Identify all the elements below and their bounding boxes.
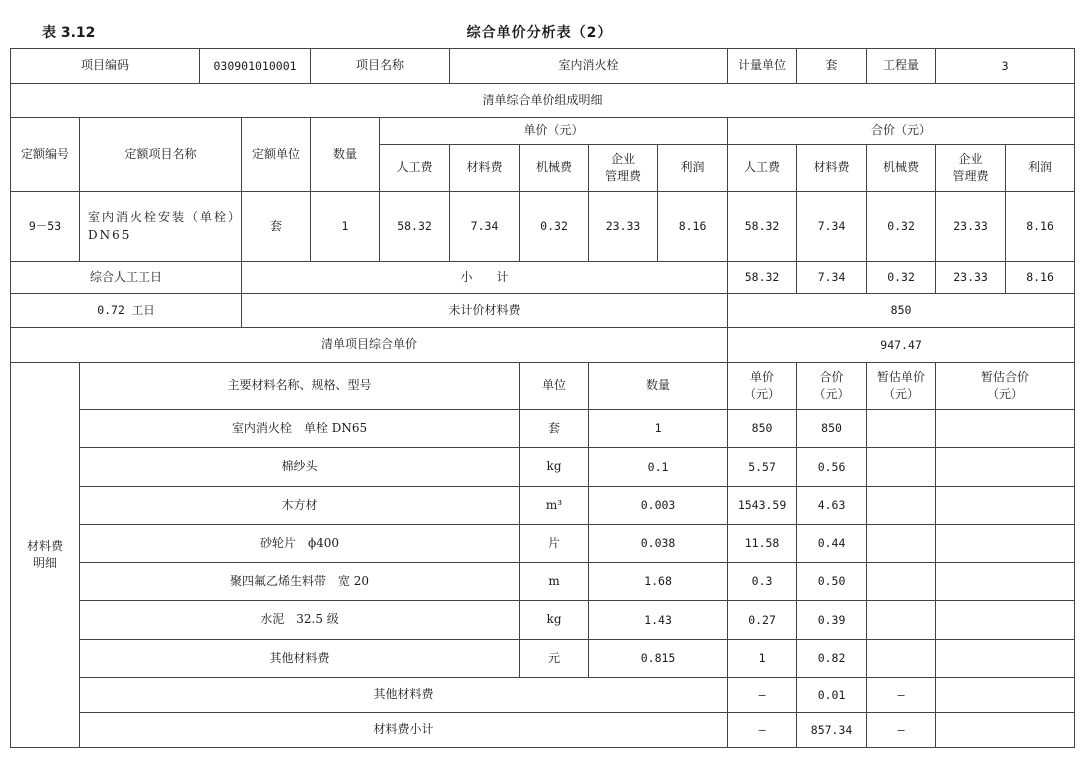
material-est-total [936,525,1075,563]
material-total: 0.44 [797,525,867,563]
quota-no: 9－53 [11,192,80,262]
measure-unit: 套 [797,49,867,84]
tp-profit: 8.16 [1006,192,1075,262]
material-est-price [867,448,936,487]
material-qty: 0.038 [589,525,728,563]
sub-labor: 58.32 [728,262,797,294]
col-up-material: 材料费 [450,145,520,192]
material-price: 0.27 [728,601,797,640]
other-material-price: — [728,678,797,713]
material-qty: 1.68 [589,563,728,601]
mat-col-est-price-line2: （元） [883,387,920,401]
table-number: 表 3.12 [42,25,96,41]
other-material-label: 其他材料费 [80,678,728,713]
material-subtotal-label: 材料费小计 [80,713,728,748]
up-material: 7.34 [450,192,520,262]
sub-machine: 0.32 [867,262,936,294]
material-name: 砂轮片 ϕ400 [80,525,520,563]
project-row [11,49,1075,84]
material-qty: 0.1 [589,448,728,487]
col-tp-material: 材料费 [797,145,867,192]
material-est-price [867,525,936,563]
subtotal-row [11,262,1075,294]
mat-col-est-total-line1: 暂估合价 [981,369,1030,384]
col-total-price-group: 合价（元） [728,118,1075,145]
material-name: 聚四氟乙烯生料带 宽 20 [80,563,520,601]
tp-machine: 0.32 [867,192,936,262]
material-est-total [936,487,1075,525]
other-material-est-total [936,678,1075,713]
material-row [11,448,1075,487]
material-est-price [867,563,936,601]
mat-col-price-line1: 单价 [750,369,775,384]
mat-col-total-line1: 合价 [819,369,844,384]
material-unit: 套 [520,410,589,448]
col-quota-unit: 定额单位 [242,118,311,192]
material-subtotal-total: 857.34 [797,713,867,748]
material-unit: m [520,563,589,601]
material-est-total [936,410,1075,448]
material-est-price [867,601,936,640]
material-total: 0.39 [797,601,867,640]
material-qty: 1.43 [589,601,728,640]
quantity: 3 [936,49,1075,84]
col-amount: 数量 [311,118,380,192]
material-row [11,640,1075,678]
project-code: 030901010001 [200,49,311,84]
sub-profit: 8.16 [1006,262,1075,294]
material-est-total [936,601,1075,640]
labor-days-label: 综合人工工日 [11,262,242,294]
material-total: 0.56 [797,448,867,487]
up-mgmt: 23.33 [589,192,658,262]
col-tp-mgmt-line2: 管理费 [952,169,989,183]
other-material-row [11,678,1075,713]
composite-price-label: 清单项目综合单价 [11,328,728,363]
unpriced-row [11,294,1075,328]
unit-price-analysis-table [10,48,1075,748]
composite-price-value: 947.47 [728,328,1075,363]
measure-unit-label: 计量单位 [728,49,797,84]
material-qty: 0.815 [589,640,728,678]
sub-material: 7.34 [797,262,867,294]
mat-col-unit: 单位 [520,363,589,410]
material-row [11,410,1075,448]
col-unit-price-group: 单价（元） [380,118,728,145]
other-material-est-price: — [867,678,936,713]
up-profit: 8.16 [658,192,728,262]
material-price: 11.58 [728,525,797,563]
subtotal-label: 小 计 [242,262,728,294]
col-tp-mgmt-line1: 企业 [958,151,983,166]
material-subtotal-est-price: — [867,713,936,748]
quota-row [11,192,1075,262]
material-row [11,487,1075,525]
up-labor: 58.32 [380,192,450,262]
material-est-total [936,640,1075,678]
col-up-mgmt-line1: 企业 [611,151,636,166]
col-tp-labor: 人工费 [728,145,797,192]
quota-amount: 1 [311,192,380,262]
composite-price-row [11,328,1075,363]
material-row [11,601,1075,640]
material-section-line2: 明细 [32,556,57,570]
material-price: 5.57 [728,448,797,487]
material-est-price [867,487,936,525]
material-total: 0.82 [797,640,867,678]
material-unit: 元 [520,640,589,678]
other-material-total: 0.01 [797,678,867,713]
tp-mgmt: 23.33 [936,192,1006,262]
mat-col-price-line2: （元） [744,387,781,401]
material-name: 水泥 32.5 级 [80,601,520,640]
material-row [11,525,1075,563]
material-section-label [11,363,80,748]
material-est-price [867,410,936,448]
mat-col-total-line2: （元） [813,387,850,401]
material-unit: 片 [520,525,589,563]
mat-col-est-price-line1: 暂估单价 [877,369,926,384]
col-tp-machine: 机械费 [867,145,936,192]
column-header-row-1 [11,118,1075,145]
material-total: 4.63 [797,487,867,525]
col-up-mgmt [589,145,658,192]
col-up-profit: 利润 [658,145,728,192]
material-name: 木方材 [80,487,520,525]
tp-labor: 58.32 [728,192,797,262]
material-unit: m³ [520,487,589,525]
material-name: 其他材料费 [80,640,520,678]
material-header-row [11,363,1075,410]
material-unit: kg [520,601,589,640]
up-machine: 0.32 [520,192,589,262]
mat-col-est-total [936,363,1075,410]
material-name: 室内消火栓 单栓 DN65 [80,410,520,448]
mat-col-est-total-line2: （元） [987,387,1024,401]
project-name: 室内消火栓 [450,49,728,84]
material-section-line1: 材料费 [26,538,63,553]
mat-col-total [797,363,867,410]
mat-col-price [728,363,797,410]
col-up-labor: 人工费 [380,145,450,192]
unpriced-value: 850 [728,294,1075,328]
table-title: 综合单价分析表（2） [466,25,613,41]
material-name: 棉纱头 [80,448,520,487]
material-subtotal-price: — [728,713,797,748]
material-total: 850 [797,410,867,448]
labor-days: 0.72 工日 [11,294,242,328]
material-est-total [936,448,1075,487]
material-unit: kg [520,448,589,487]
col-tp-profit: 利润 [1006,145,1075,192]
quota-name: 室内消火栓安装（单栓）DN65 [80,192,242,262]
col-tp-mgmt [936,145,1006,192]
detail-title: 清单综合单价组成明细 [11,84,1075,118]
tp-material: 7.34 [797,192,867,262]
quota-unit: 套 [242,192,311,262]
material-est-price [867,640,936,678]
project-name-label: 项目名称 [311,49,450,84]
project-code-label: 项目编码 [11,49,200,84]
material-est-total [936,563,1075,601]
mat-col-name: 主要材料名称、规格、型号 [80,363,520,410]
material-price: 0.3 [728,563,797,601]
mat-col-est-price [867,363,936,410]
material-qty: 1 [589,410,728,448]
material-price: 1543.59 [728,487,797,525]
material-price: 1 [728,640,797,678]
col-quota-no: 定额编号 [11,118,80,192]
material-qty: 0.003 [589,487,728,525]
material-subtotal-est-total [936,713,1075,748]
sub-mgmt: 23.33 [936,262,1006,294]
col-quota-name: 定额项目名称 [80,118,242,192]
material-total: 0.50 [797,563,867,601]
quantity-label: 工程量 [867,49,936,84]
detail-title-row [11,84,1075,118]
col-up-machine: 机械费 [520,145,589,192]
unpriced-label: 未计价材料费 [242,294,728,328]
material-row [11,563,1075,601]
material-subtotal-row [11,713,1075,748]
material-price: 850 [728,410,797,448]
col-up-mgmt-line2: 管理费 [605,169,642,183]
mat-col-qty: 数量 [589,363,728,410]
